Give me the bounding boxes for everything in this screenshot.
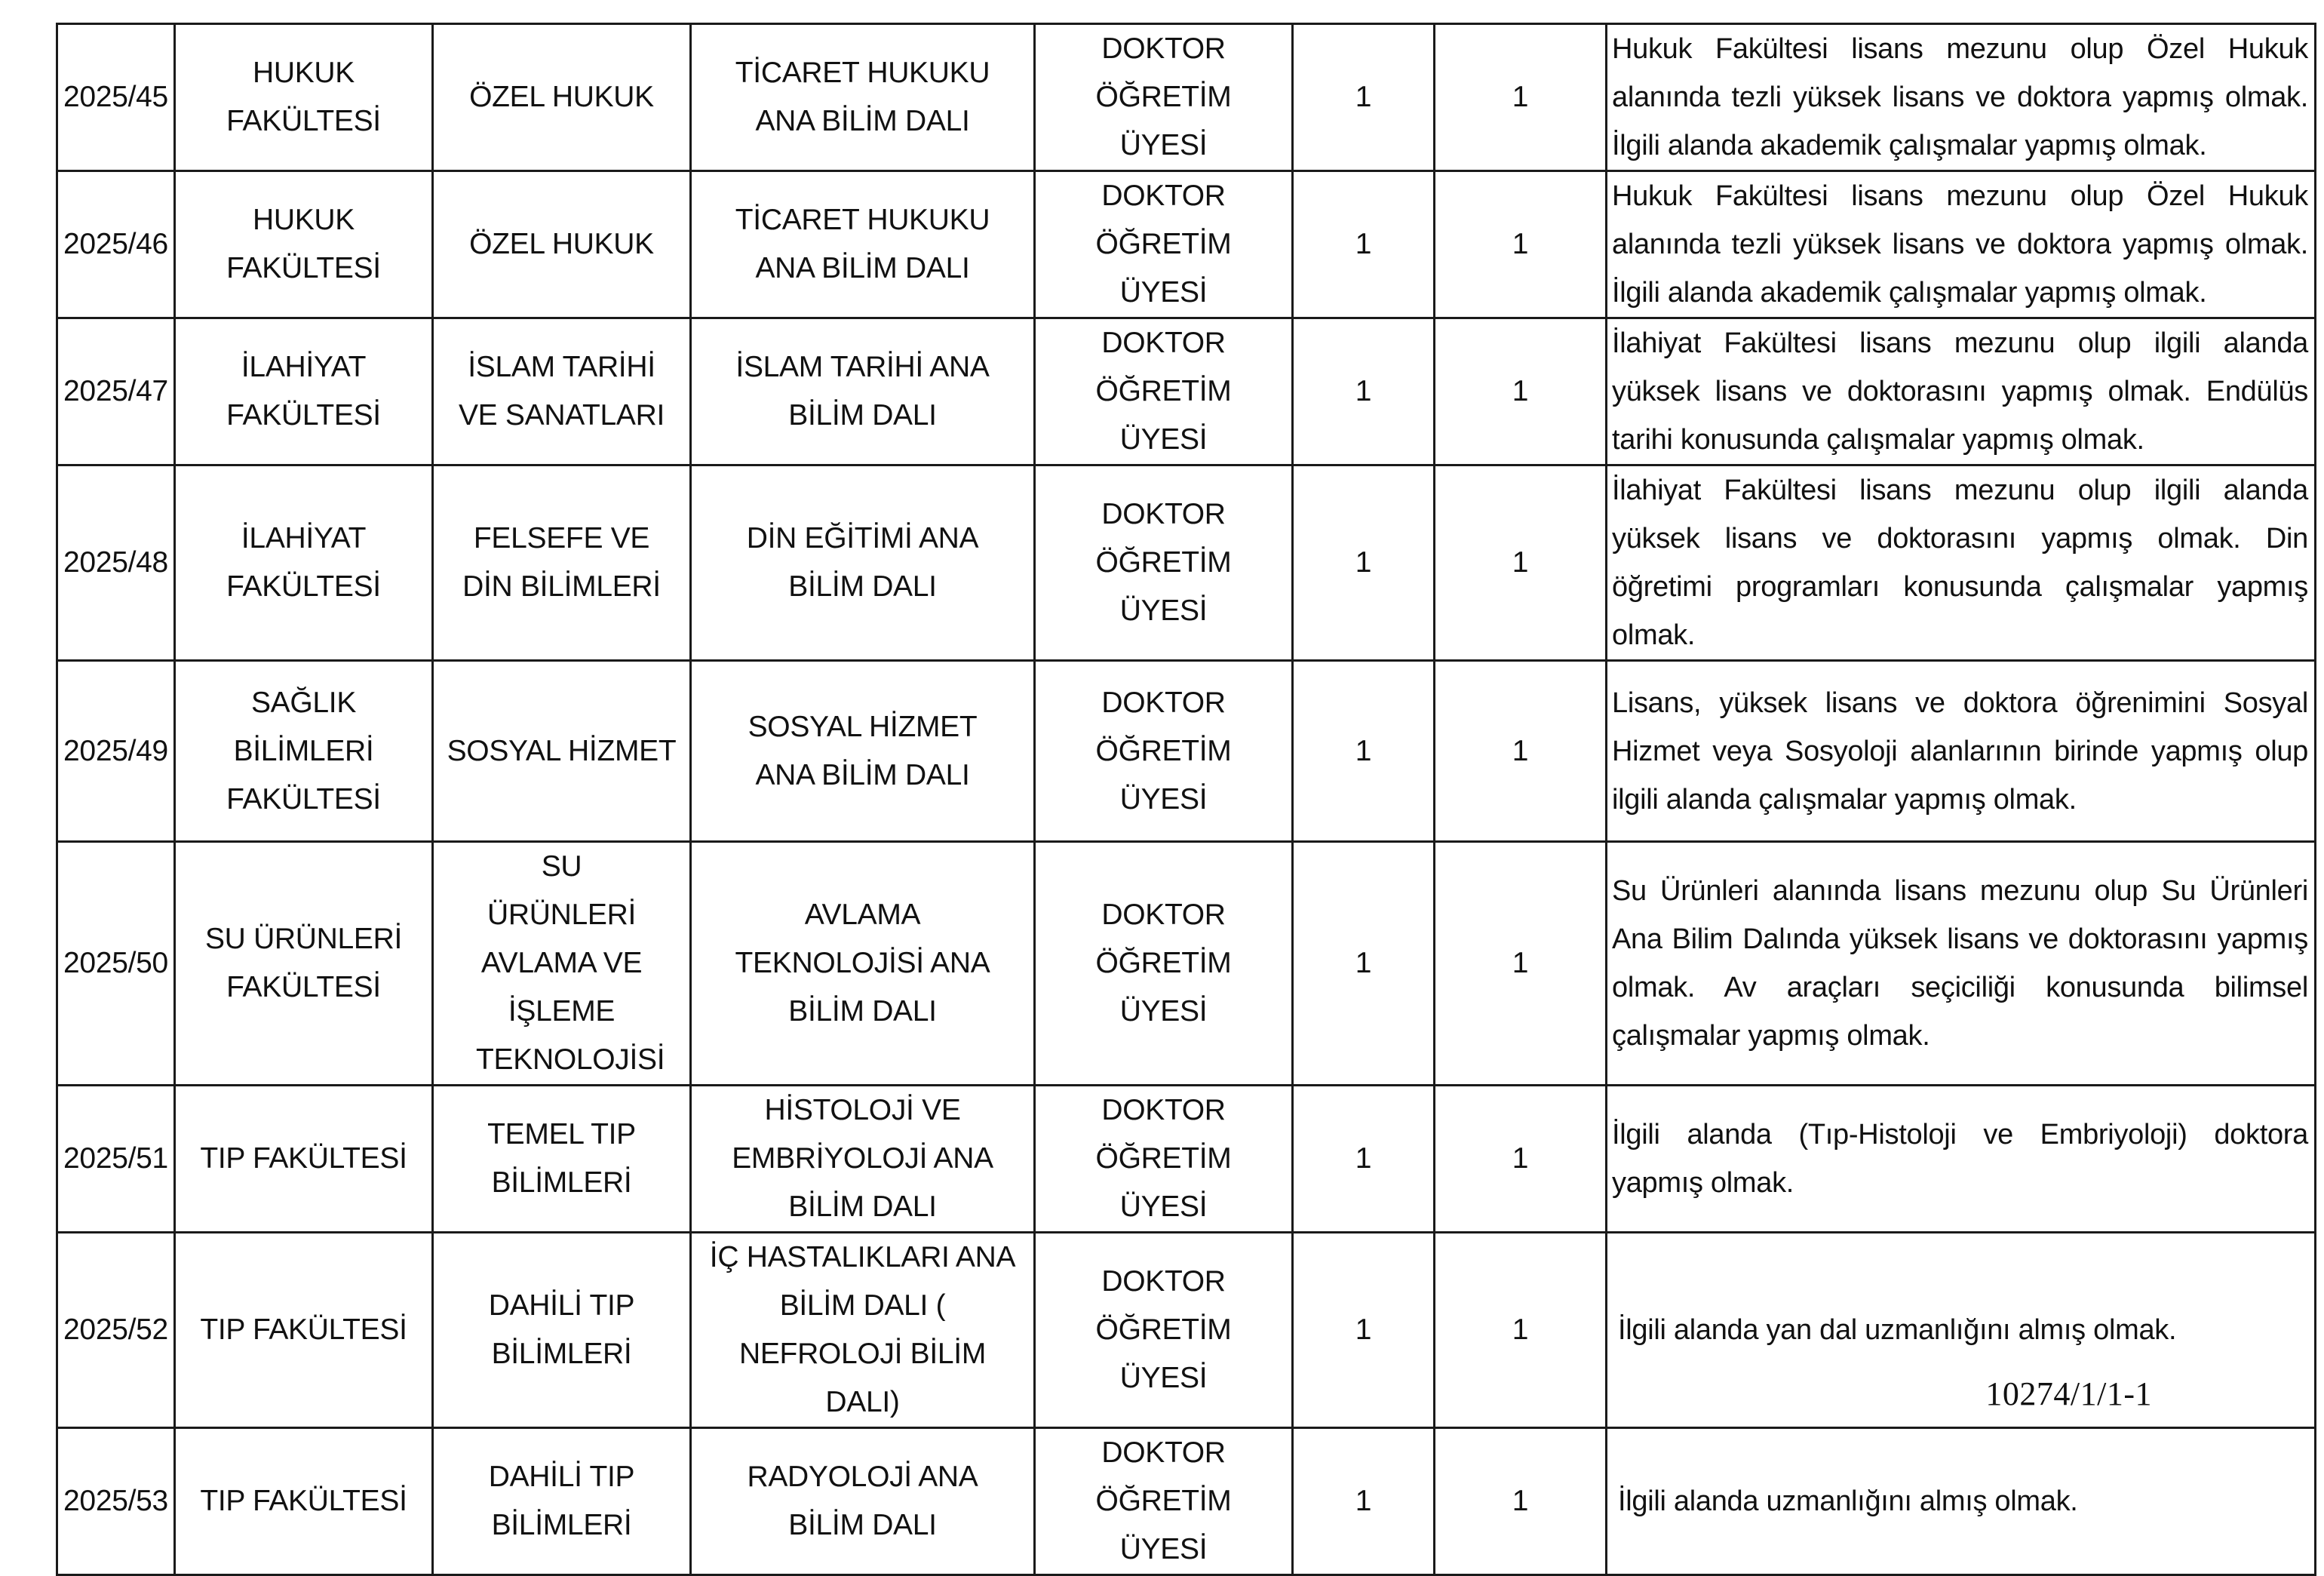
table-row	[57, 842, 2316, 1086]
title-cell: DOKTOR ÖĞRETİM ÜYESİ	[1035, 24, 1293, 171]
department-cell: ÖZEL HUKUK	[433, 24, 691, 171]
requirement-cell: İlahiyat Fakültesi lisans mezunu olup ilgili alanda yüksek lisans ve doktorasını yapmış olmak. Endülüs tarihi konusunda çalışmalar yapmış olmak.	[1607, 318, 2316, 465]
faculty-cell: TIP FAKÜLTESİ	[175, 1086, 433, 1233]
department-cell: SU ÜRÜNLERİ AVLAMA VE İŞLEME TEKNOLOJİSİ	[433, 842, 691, 1086]
announcement-number: 2025/50	[57, 842, 175, 1086]
title-cell: DOKTOR ÖĞRETİM ÜYESİ	[1035, 842, 1293, 1086]
positions-table	[56, 23, 2316, 1576]
requirement-cell: İlgili alanda yan dal uzmanlığını almış olmak.	[1607, 1233, 2316, 1428]
requirement-cell: İlgili alanda (Tıp-Histoloji ve Embriyoloji) doktora yapmış olmak.	[1607, 1086, 2316, 1233]
department-cell: SOSYAL HİZMET	[433, 661, 691, 842]
count-cell: 1	[1293, 465, 1435, 661]
title-cell: DOKTOR ÖĞRETİM ÜYESİ	[1035, 1233, 1293, 1428]
announcement-number: 2025/53	[57, 1428, 175, 1575]
division-cell: TİCARET HUKUKU ANA BİLİM DALI	[691, 24, 1035, 171]
count-cell: 1	[1293, 171, 1435, 318]
table-row	[57, 465, 2316, 661]
requirement-cell: Lisans, yüksek lisans ve doktora öğrenimini Sosyal Hizmet veya Sosyoloji alanlarının birinde yapmış olup ilgili alanda çalışmalar yapmış olmak.	[1607, 661, 2316, 842]
announcement-number: 2025/48	[57, 465, 175, 661]
table-row	[57, 318, 2316, 465]
title-cell: DOKTOR ÖĞRETİM ÜYESİ	[1035, 318, 1293, 465]
division-cell: SOSYAL HİZMET ANA BİLİM DALI	[691, 661, 1035, 842]
division-cell: AVLAMA TEKNOLOJİSİ ANA BİLİM DALI	[691, 842, 1035, 1086]
department-cell: FELSEFE VE DİN BİLİMLERİ	[433, 465, 691, 661]
count-cell: 1	[1293, 1086, 1435, 1233]
announcement-number: 2025/45	[57, 24, 175, 171]
department-cell: DAHİLİ TIP BİLİMLERİ	[433, 1428, 691, 1575]
requirement-cell: İlgili alanda uzmanlığını almış olmak.	[1607, 1428, 2316, 1575]
count-cell: 1	[1293, 661, 1435, 842]
announcement-number: 2025/51	[57, 1086, 175, 1233]
division-cell: HİSTOLOJİ VE EMBRİYOLOJİ ANA BİLİM DALI	[691, 1086, 1035, 1233]
title-cell: DOKTOR ÖĞRETİM ÜYESİ	[1035, 465, 1293, 661]
table-row	[57, 1086, 2316, 1233]
requirement-cell: Su Ürünleri alanında lisans mezunu olup Su Ürünleri Ana Bilim Dalında yüksek lisans ve doktorasını yapmış olmak. Av araçları seçiciliği konusunda bilimsel çalışmalar yapmış olmak.	[1607, 842, 2316, 1086]
department-cell: DAHİLİ TIP BİLİMLERİ	[433, 1233, 691, 1428]
degree-cell: 1	[1435, 1086, 1607, 1233]
department-cell: ÖZEL HUKUK	[433, 171, 691, 318]
degree-cell: 1	[1435, 661, 1607, 842]
requirement-cell: İlahiyat Fakültesi lisans mezunu olup ilgili alanda yüksek lisans ve doktorasını yapmış olmak. Din öğretimi programları konusunda çalışmalar yapmış olmak.	[1607, 465, 2316, 661]
faculty-cell: TIP FAKÜLTESİ	[175, 1233, 433, 1428]
department-cell: İSLAM TARİHİ VE SANATLARI	[433, 318, 691, 465]
division-cell: İSLAM TARİHİ ANA BİLİM DALI	[691, 318, 1035, 465]
announcement-number: 2025/46	[57, 171, 175, 318]
faculty-cell: TIP FAKÜLTESİ	[175, 1428, 433, 1575]
faculty-cell: İLAHİYAT FAKÜLTESİ	[175, 318, 433, 465]
announcement-number: 2025/52	[57, 1233, 175, 1428]
division-cell: TİCARET HUKUKU ANA BİLİM DALI	[691, 171, 1035, 318]
faculty-cell: HUKUK FAKÜLTESİ	[175, 24, 433, 171]
title-cell: DOKTOR ÖĞRETİM ÜYESİ	[1035, 171, 1293, 318]
title-cell: DOKTOR ÖĞRETİM ÜYESİ	[1035, 661, 1293, 842]
table-row	[57, 24, 2316, 171]
table-row	[57, 661, 2316, 842]
faculty-cell: İLAHİYAT FAKÜLTESİ	[175, 465, 433, 661]
degree-cell: 1	[1435, 1428, 1607, 1575]
degree-cell: 1	[1435, 171, 1607, 318]
table-row	[57, 171, 2316, 318]
division-cell: DİN EĞİTİMİ ANA BİLİM DALI	[691, 465, 1035, 661]
count-cell: 1	[1293, 318, 1435, 465]
degree-cell: 1	[1435, 24, 1607, 171]
faculty-cell: HUKUK FAKÜLTESİ	[175, 171, 433, 318]
faculty-cell: SU ÜRÜNLERİ FAKÜLTESİ	[175, 842, 433, 1086]
table-row	[57, 1233, 2316, 1428]
division-cell: RADYOLOJİ ANA BİLİM DALI	[691, 1428, 1035, 1575]
title-cell: DOKTOR ÖĞRETİM ÜYESİ	[1035, 1428, 1293, 1575]
requirement-cell: Hukuk Fakültesi lisans mezunu olup Özel Hukuk alanında tezli yüksek lisans ve doktora yapmış olmak. İlgili alanda akademik çalışmalar yapmış olmak.	[1607, 171, 2316, 318]
page-reference-code: 10274/1/1-1	[1985, 1375, 2152, 1412]
count-cell: 1	[1293, 842, 1435, 1086]
degree-cell: 1	[1435, 842, 1607, 1086]
count-cell: 1	[1293, 1428, 1435, 1575]
table-row	[57, 1428, 2316, 1575]
count-cell: 1	[1293, 24, 1435, 171]
degree-cell: 1	[1435, 1233, 1607, 1428]
announcement-number: 2025/47	[57, 318, 175, 465]
faculty-cell: SAĞLIK BİLİMLERİ FAKÜLTESİ	[175, 661, 433, 842]
requirement-cell: Hukuk Fakültesi lisans mezunu olup Özel Hukuk alanında tezli yüksek lisans ve doktora yapmış olmak. İlgili alanda akademik çalışmalar yapmış olmak.	[1607, 24, 2316, 171]
announcement-number: 2025/49	[57, 661, 175, 842]
title-cell: DOKTOR ÖĞRETİM ÜYESİ	[1035, 1086, 1293, 1233]
degree-cell: 1	[1435, 318, 1607, 465]
degree-cell: 1	[1435, 465, 1607, 661]
division-cell: İÇ HASTALIKLARI ANA BİLİM DALI ( NEFROLOJİ BİLİM DALI)	[691, 1233, 1035, 1428]
department-cell: TEMEL TIP BİLİMLERİ	[433, 1086, 691, 1233]
count-cell: 1	[1293, 1233, 1435, 1428]
